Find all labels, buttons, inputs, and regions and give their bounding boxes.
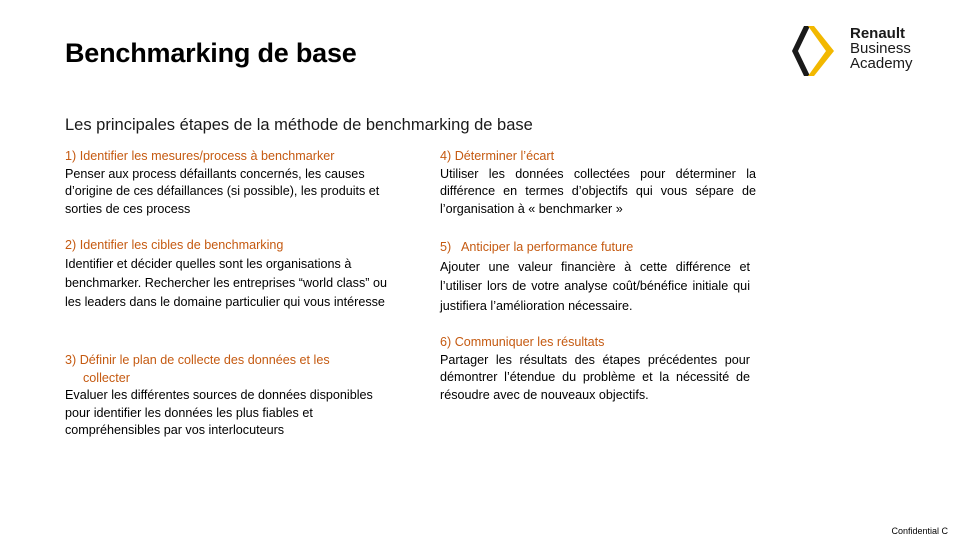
step-6-body: Partager les résultats des étapes précédentes pour démontrer l’étendue du problème et la nécessité de résoudre avec de nouveaux objectifs. (440, 352, 750, 402)
step-6 (440, 334, 750, 404)
step-6-heading: 6) Communiquer les résultats (440, 335, 605, 349)
step-3-body: Evaluer les différentes sources de données disponibles pour identifier les données les plus fiables et compréhensibles par vos interlocuteurs (65, 388, 373, 437)
logo-line-academy: Academy (850, 55, 913, 72)
step-2-heading: 2) Identifier les cibles de benchmarking (65, 238, 284, 252)
logo-line-business: Business (850, 40, 911, 57)
step-4-heading: 4) Déterminer l’écart (440, 149, 555, 163)
step-5-heading: 5) Anticiper la performance future (440, 240, 634, 254)
logo-line-renault: Renault (850, 25, 906, 42)
step-2-body: Identifier et décider quelles sont les organisations à benchmarker. Rechercher les entreprises “world class” ou les leaders dans le domaine particulier qui vous intéresse (65, 257, 387, 309)
step-1-body: Penser aux process défaillants concernés, les causes d’origine de ces défaillances (si possible), les produits et sorties de ces process (65, 166, 380, 216)
renault-business-academy-logo (788, 20, 928, 82)
step-1 (65, 148, 400, 218)
step-3-heading-continuation: collecter (83, 370, 130, 385)
renault-diamond-icon (788, 20, 838, 82)
step-3 (65, 352, 390, 440)
step-1-heading: 1) Identifier les mesures/process à benchmarker (65, 149, 335, 163)
step-5-body: Ajouter une valeur financière à cette différence et l’utiliser lors de votre analyse coût/bénéfice initiale qui justifiera l’amélioration nécessaire. (440, 259, 750, 313)
step-4-body: Utiliser les données collectées pour déterminer la différence en termes d’objectifs qui vous sépare de l’organisation à « benchmarker » (440, 166, 756, 216)
confidentiality-label: Confidential C (891, 526, 948, 536)
step-4 (440, 148, 756, 218)
step-3-heading: 3) Définir le plan de collecte des données et les (65, 353, 330, 367)
section-subtitle: Les principales étapes de la méthode de benchmarking de base (65, 116, 533, 134)
step-5 (440, 238, 750, 316)
page-title: Benchmarking de base (65, 38, 357, 68)
step-2 (65, 236, 401, 312)
